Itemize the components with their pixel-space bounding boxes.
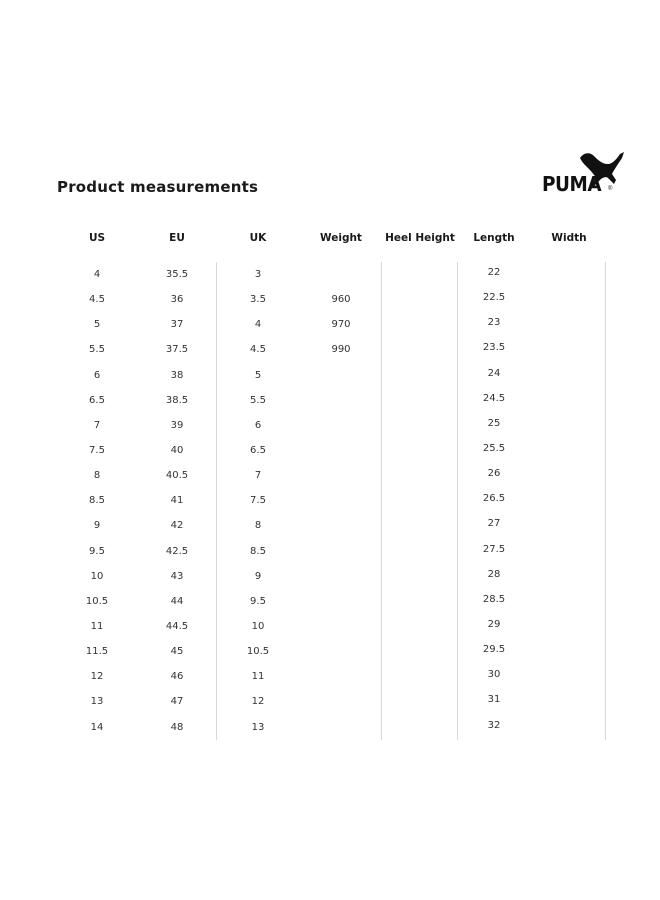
eu-cell: 39 xyxy=(170,419,184,431)
column-divider xyxy=(381,262,382,740)
us-cell: 8 xyxy=(93,470,101,482)
uk-cell: 7 xyxy=(254,470,262,482)
uk-cell: 5.5 xyxy=(250,394,266,406)
uk-cell: 6 xyxy=(254,419,262,431)
weight-cell: 960 xyxy=(331,294,351,306)
us-cell: 10.5 xyxy=(85,595,109,607)
eu-cell: 40 xyxy=(170,444,184,456)
us-cell: 14 xyxy=(90,721,104,733)
header-width: Width xyxy=(551,232,587,244)
eu-cell: 42 xyxy=(170,520,184,532)
length-cell: 23.5 xyxy=(482,342,506,354)
weight-cell xyxy=(311,268,371,293)
length-cell: 25 xyxy=(487,417,501,429)
uk-cell: 13 xyxy=(251,721,265,733)
uk-cell: 7.5 xyxy=(250,495,266,507)
header-heel-height: Heel Height xyxy=(385,232,455,244)
brand-wordmark: PUMA xyxy=(542,172,602,196)
uk-column xyxy=(228,268,288,746)
weight-cell: 970 xyxy=(331,319,351,331)
eu-cell: 42.5 xyxy=(165,545,189,557)
length-cell: 26 xyxy=(487,468,501,480)
eu-cell: 46 xyxy=(170,671,184,683)
eu-cell: 35.5 xyxy=(165,269,189,280)
uk-cell: 10.5 xyxy=(246,646,270,658)
eu-cell: 40.5 xyxy=(165,470,189,482)
length-cell: 26.5 xyxy=(482,493,506,505)
uk-cell: 11 xyxy=(251,671,265,683)
uk-cell: 8 xyxy=(254,520,262,532)
length-cell: 25.5 xyxy=(482,442,506,454)
uk-cell: 12 xyxy=(251,696,265,708)
length-cell: 23 xyxy=(487,317,501,329)
uk-cell: 4 xyxy=(254,319,262,331)
length-cell: 29.5 xyxy=(482,644,506,656)
us-column xyxy=(67,268,127,746)
uk-cell: 10 xyxy=(251,620,265,632)
uk-cell: 8.5 xyxy=(250,545,266,557)
uk-cell: 9.5 xyxy=(250,595,266,607)
length-cell: 24 xyxy=(487,367,501,379)
eu-cell: 37.5 xyxy=(165,344,189,356)
us-cell: 6 xyxy=(93,369,101,381)
eu-cell: 45 xyxy=(170,646,184,658)
header-us: US xyxy=(88,232,106,244)
uk-cell: 5 xyxy=(254,369,262,381)
us-cell: 12 xyxy=(90,671,104,683)
eu-cell: 44 xyxy=(170,595,184,607)
us-cell: 9.5 xyxy=(89,545,105,557)
us-cell: 4 xyxy=(93,269,101,280)
us-cell: 8.5 xyxy=(89,495,105,507)
eu-cell: 47 xyxy=(170,696,184,708)
brand-logo xyxy=(542,150,626,196)
us-cell: 7 xyxy=(93,419,101,431)
header-weight: Weight xyxy=(320,232,362,244)
eu-cell: 41 xyxy=(170,495,184,507)
uk-cell: 4.5 xyxy=(250,344,266,356)
length-cell: 22.5 xyxy=(482,292,506,304)
eu-cell: 38 xyxy=(170,369,184,381)
us-cell: 4.5 xyxy=(89,294,105,306)
us-cell: 5 xyxy=(93,319,101,331)
header-eu: EU xyxy=(169,232,185,244)
length-cell: 28 xyxy=(487,568,501,580)
page-title: Product measurements xyxy=(57,178,259,196)
eu-cell: 38.5 xyxy=(165,394,189,406)
length-cell: 32 xyxy=(487,719,501,731)
length-cell: 29 xyxy=(487,618,501,630)
us-cell: 9 xyxy=(93,520,101,532)
eu-cell: 44.5 xyxy=(165,620,189,632)
eu-cell: 48 xyxy=(170,721,184,733)
length-column xyxy=(464,266,524,744)
uk-cell: 6.5 xyxy=(250,444,266,456)
column-divider xyxy=(216,262,217,740)
uk-cell: 3.5 xyxy=(250,294,266,306)
us-cell: 5.5 xyxy=(89,344,105,356)
eu-cell: 43 xyxy=(170,570,184,582)
length-cell: 30 xyxy=(487,669,501,681)
header-length: Length xyxy=(473,232,515,244)
length-cell: 24.5 xyxy=(482,392,506,404)
length-cell: 31 xyxy=(487,694,501,706)
header-uk: UK xyxy=(249,232,267,244)
us-cell: 10 xyxy=(90,570,104,582)
us-cell: 13 xyxy=(90,696,104,708)
us-cell: 6.5 xyxy=(89,394,105,406)
registered-mark: ® xyxy=(608,186,613,192)
column-divider xyxy=(605,262,606,740)
uk-cell: 9 xyxy=(254,570,262,582)
eu-column xyxy=(147,268,207,746)
eu-cell: 36 xyxy=(170,294,184,306)
length-cell: 22 xyxy=(487,267,501,278)
eu-cell: 37 xyxy=(170,319,184,331)
length-cell: 28.5 xyxy=(482,593,506,605)
us-cell: 11.5 xyxy=(85,646,109,658)
column-divider xyxy=(457,262,458,740)
uk-cell: 3 xyxy=(254,269,262,280)
us-cell: 7.5 xyxy=(89,444,105,456)
length-cell: 27 xyxy=(487,518,501,530)
weight-cell: 990 xyxy=(331,344,351,356)
us-cell: 11 xyxy=(90,620,104,632)
length-cell: 27.5 xyxy=(482,543,506,555)
weight-column xyxy=(311,268,371,369)
